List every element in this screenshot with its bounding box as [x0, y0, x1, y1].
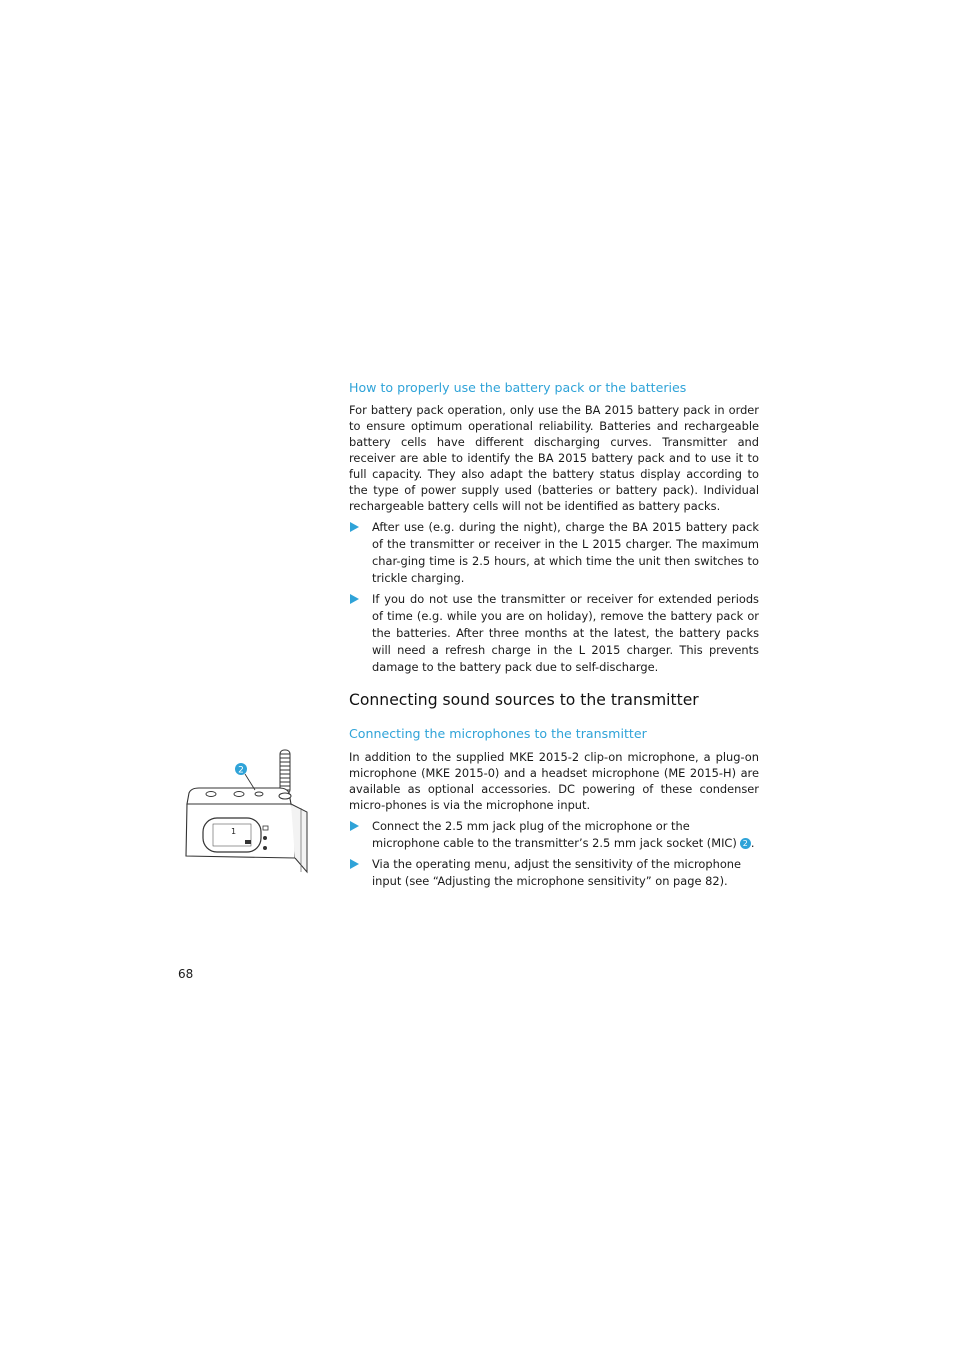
battery-section	[349, 380, 759, 395]
callout-number: 2	[238, 765, 244, 776]
arrow-icon	[350, 821, 359, 831]
bullet-text-main: Connect the 2.5 mm jack plug of the microphone or the microphone cable to the transmitter’s 2.5 mm jack socket (MIC)	[372, 819, 737, 850]
battery-heading: How to properly use the battery pack or the batteries	[349, 380, 687, 395]
bullet-text-end: .	[750, 836, 755, 850]
connecting-section	[349, 691, 759, 709]
section-title: Connecting sound sources to the transmitter	[349, 691, 699, 709]
microphones-subsection	[349, 726, 759, 741]
display-readout: 1	[231, 827, 237, 836]
arrow-icon	[350, 594, 359, 604]
antenna-icon	[280, 750, 290, 794]
battery-intro-block	[349, 402, 759, 514]
list-item	[349, 856, 759, 890]
bullet-text: Via the operating menu, adjust the sensitivity of the microphone input (see “Adjusting the microphone sensitivity” on page 82).	[372, 857, 742, 888]
arrow-icon	[350, 859, 359, 869]
microphones-intro-block	[349, 749, 759, 813]
list-item	[349, 591, 759, 676]
transmitter-drawing	[183, 748, 311, 874]
bullet-text: After use (e.g. during the night), charge the BA 2015 battery pack of the transmitter or receiver in the L 2015 charger. The maximum char-ging time is 2.5 hours, at which time the unit then switches to trickle charging.	[372, 520, 759, 585]
page-number: 68	[178, 967, 194, 981]
list-item	[349, 519, 759, 587]
bullet-text	[372, 818, 759, 852]
microphones-intro: In addition to the supplied MKE 2015-2 clip-on microphone, a plug-on microphone (MKE 2015-0) and a headset microphone (ME 2015-H) are available as optional accessories. DC powering of these condenser micro-phones is via the microphone input.	[349, 750, 759, 812]
transmitter-illustration	[183, 748, 311, 874]
microphones-subheading: Connecting the microphones to the transmitter	[349, 726, 647, 741]
bullet-text: If you do not use the transmitter or receiver for extended periods of time (e.g. while you are on holiday), remove the battery pack or the batteries. After three months at the latest, the battery packs will need a refresh charge in the L 2015 charger. This prevents damage to the battery pack due to self-discharge.	[372, 592, 759, 674]
callout-badge-icon: 2	[740, 838, 751, 849]
arrow-icon	[350, 522, 359, 532]
list-item	[349, 818, 759, 852]
battery-intro: For battery pack operation, only use the BA 2015 battery pack in order to ensure optimum operational reliability. Batteries and rechargeable battery cells have different discharging curves. Transmitter and receiver are able to identify the BA 2015 battery pack and to use it to full capacity. They also adapt the battery status display according to the type of power supply used (batteries or battery pack). Individual rechargeable battery cells will not be identified as battery packs.	[349, 403, 759, 513]
